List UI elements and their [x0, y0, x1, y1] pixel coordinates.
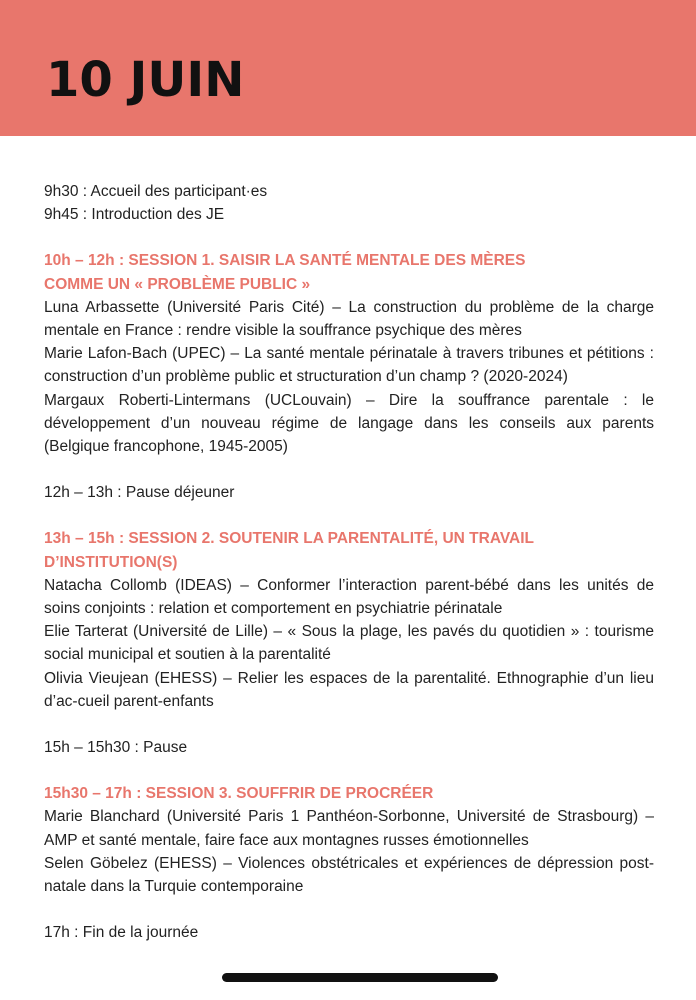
home-indicator[interactable] — [222, 973, 498, 982]
header-banner — [0, 0, 696, 136]
talk-item: Margaux Roberti-Lintermans (UCLouvain) – Dire la souffrance parentale : le développement d’un nouveau régime de langage dans les conseils aux parents (Belgique francophone, 1945-2005) — [44, 391, 654, 456]
talk-item: Elie Tarterat (Université de Lille) – « Sous la plage, les pavés du quotidien » : tourisme social municipal et soutien à la parentalité — [44, 623, 654, 664]
session-block — [44, 782, 654, 898]
session-title: COMME UN « PROBLÈME PUBLIC » — [44, 275, 311, 293]
talk-item: Luna Arbassette (Université Paris Cité) – La construction du problème de la charge mentale en France : rendre visible la souffrance psychique des mères — [44, 298, 654, 340]
break-item: 17h : Fin de la journée — [44, 924, 199, 942]
session-title: 15h30 – 17h : SESSION 3. SOUFFRIR DE PROCRÉER — [44, 785, 434, 803]
talk-item: Marie Blanchard (Université Paris 1 Panthéon-Sorbonne, Université de Strasbourg) – AMP et santé mentale, faire face aux montagnes russes émotionnelles — [44, 808, 654, 849]
schedule-item: 9h45 : Introduction des JE — [44, 206, 225, 224]
schedule-item: 9h30 : Accueil des participant·es — [44, 183, 268, 200]
break-item: 12h – 13h : Pause déjeuner — [44, 484, 235, 502]
session-block — [44, 527, 654, 713]
session-title: D’INSTITUTION(S) — [44, 553, 178, 571]
break-item: 15h – 15h30 : Pause — [44, 739, 188, 757]
talk-item: Olivia Vieujean (EHESS) – Relier les espaces de la parentalité. Ethnographie d’un lieu d’ac-cueil parent-enfants — [44, 669, 654, 710]
session-title: 10h – 12h : SESSION 1. SAISIR LA SANTÉ MENTALE DES MÈRES — [44, 252, 526, 270]
program-content — [44, 180, 654, 944]
session-title: 13h – 15h : SESSION 2. SOUTENIR LA PARENTALITÉ, UN TRAVAIL — [44, 530, 535, 548]
talk-item: Selen Göbelez (EHESS) – Violences obstétricales et expériences de dépression post-natale dans la Turquie contemporaine — [44, 854, 654, 896]
session-block — [44, 249, 654, 458]
talk-item: Marie Lafon-Bach (UPEC) – La santé mentale périnatale à travers tribunes et pétitions : construction d’un problème public et structuration d’un champ ? (2020-2024) — [44, 345, 654, 386]
page-title: 10 JUIN — [46, 52, 245, 108]
talk-item: Natacha Collomb (IDEAS) – Conformer l’interaction parent-bébé dans les unités de soins conjoints : relation et comportement en psychiatrie périnatale — [44, 576, 654, 618]
